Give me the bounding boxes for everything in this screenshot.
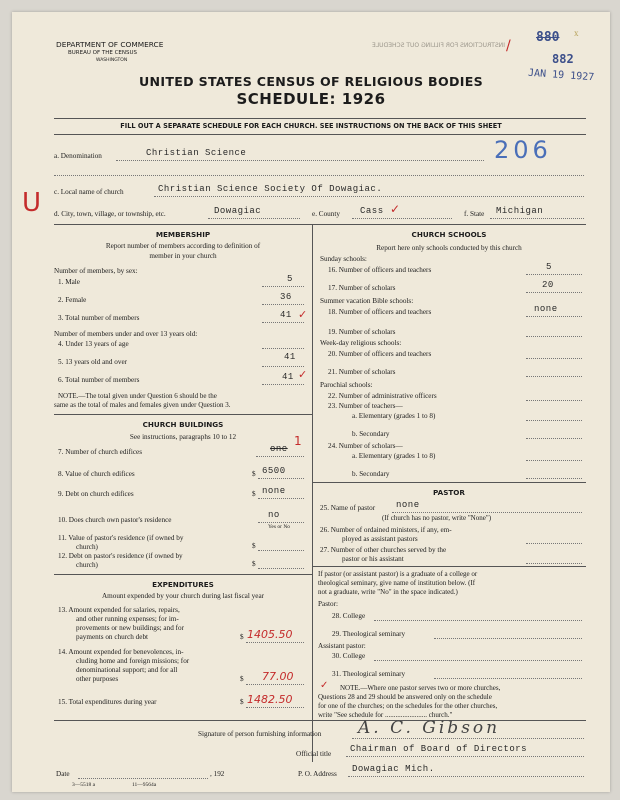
q28-underline [374, 620, 582, 621]
q24b-underline [526, 478, 582, 479]
membership-note-1: NOTE.—The total given under Question 6 should be the [58, 392, 217, 400]
date-label: Date [56, 770, 70, 778]
red-tick-mark: / [506, 38, 511, 54]
q7-underline [256, 456, 304, 457]
q11-label-2: church) [76, 543, 98, 551]
q17-underline [526, 292, 582, 293]
signature-label: Signature of person furnishing information [198, 730, 322, 738]
q4-underline [262, 348, 304, 349]
q16-underline [526, 274, 582, 275]
q8-underline [258, 478, 304, 479]
schools-intro: Report here only schools conducted by this church [376, 244, 522, 252]
pastor-note-4: write "See schedule for ........................ church." [318, 711, 453, 719]
state-underline [490, 218, 584, 219]
official-title-label: Official title [296, 750, 332, 758]
membership-heading: MEMBERSHIP [155, 230, 211, 239]
q12-dollar: $ [252, 560, 256, 568]
city-value[interactable]: Dowagiac [214, 206, 262, 216]
q6-value[interactable]: 41 [282, 372, 294, 382]
census-schedule-form [12, 12, 610, 792]
form-title: UNITED STATES CENSUS OF RELIGIOUS BODIES [139, 74, 483, 89]
membership-intro-1: Report number of members according to definition of [105, 242, 261, 250]
q15-value[interactable]: 1482.50 [247, 693, 293, 706]
church-name-underline [154, 196, 584, 197]
q14-underline [246, 684, 304, 685]
x-mark: x [574, 28, 579, 38]
q9-label: 9. Debt on church edifices [58, 490, 134, 498]
buildings-heading: CHURCH BUILDINGS [142, 420, 224, 429]
q14-value[interactable]: 77.00 [262, 670, 294, 683]
q30-label: 30. College [332, 652, 366, 660]
q22-underline [526, 400, 582, 401]
q25-value[interactable]: none [396, 500, 420, 510]
q13-label-1: 13. Amount expended for salaries, repairs, [58, 606, 180, 614]
parochial-label: Parochial schools: [320, 381, 373, 389]
q12-underline [258, 568, 304, 569]
q22-label: 22. Number of administrative officers [328, 392, 437, 400]
q15-label: 15. Total expenditures during year [58, 698, 157, 706]
q10-label: 10. Does church own pastor's residence [58, 516, 172, 524]
q30-underline [374, 660, 582, 661]
form-number: 3—5518 a [72, 782, 96, 788]
header-rule-bottom [54, 134, 586, 135]
church-name-value[interactable]: Christian Science Society Of Dowagiac. [158, 184, 383, 194]
pastor-note-2: Questions 28 and 29 should be answered only on the schedule [318, 693, 492, 701]
q23b-label: b. Secondary [352, 430, 390, 438]
q23a-underline [526, 420, 582, 421]
q6-underline [262, 384, 304, 385]
county-check: ✓ [390, 202, 401, 216]
stamp-number-old: 880 [536, 30, 560, 45]
q1-underline [262, 286, 304, 287]
bleedthrough-text: INSTRUCTIONS FOR FILLING OUT SCHEDULE [372, 42, 505, 49]
state-value[interactable]: Michigan [496, 206, 544, 216]
signature-underline [352, 738, 584, 739]
q31-underline [434, 678, 582, 679]
denomination-underline [116, 160, 484, 161]
form-number-2: 11—9564a [132, 782, 157, 788]
q17-label: 17. Number of scholars [328, 284, 396, 292]
county-underline [352, 218, 452, 219]
q16-label: 16. Number of officers and teachers [328, 266, 432, 274]
buildings-see: See instructions, paragraphs 10 to 12 [129, 433, 237, 441]
q21-underline [526, 376, 582, 377]
q8-dollar: $ [252, 470, 256, 478]
official-title-value[interactable]: Chairman of Board of Directors [350, 744, 528, 754]
q14-label-4: other purposes [76, 675, 119, 683]
q24-label: 24. Number of scholars— [328, 442, 403, 450]
q13-label-3: provements or new buildings; and for [76, 624, 184, 632]
q8-value[interactable]: 6500 [262, 466, 286, 476]
pastor-note-1: NOTE.—Where one pastor serves two or more churches, [340, 684, 501, 692]
q12-label-2: church) [76, 561, 98, 569]
denomination-value[interactable]: Christian Science [146, 148, 247, 158]
city-label: WASHINGTON [96, 58, 128, 63]
address-label: P. O. Address [298, 770, 337, 778]
q31-label: 31. Theological seminary [332, 670, 406, 678]
q6-label: 6. Total number of members [58, 376, 140, 384]
grid-top-rule [54, 224, 586, 225]
q13-dollar: $ [240, 633, 244, 641]
denomination-label: a. Denomination [54, 152, 102, 160]
q2-label: 2. Female [58, 296, 87, 304]
q9-dollar: $ [252, 490, 256, 498]
instruction-line: FILL OUT A SEPARATE SCHEDULE FOR EACH CHURCH. SEE INSTRUCTIONS ON THE BACK OF THIS SHEET [120, 122, 502, 130]
q25-note: (If church has no pastor, write "None") [382, 514, 492, 522]
date-stamp: JAN 19 1927 [527, 67, 595, 84]
county-label: e. County [312, 210, 340, 218]
q5-label: 5. 13 years old and over [58, 358, 128, 366]
q25-label: 25. Name of pastor [320, 504, 376, 512]
assistant-sub-label: Assistant pastor: [318, 642, 366, 650]
q21-label: 21. Number of scholars [328, 368, 396, 376]
q24b-label: b. Secondary [352, 470, 390, 478]
q2-value[interactable]: 36 [280, 292, 292, 302]
q18-value[interactable]: none [534, 304, 558, 314]
q11-label-1: 11. Value of pastor's residence (if owned by [58, 534, 184, 542]
signature-rule [54, 720, 586, 721]
q13-value[interactable]: 1405.50 [247, 628, 293, 641]
membership-note-2: same as the total of males and females given under Question 3. [54, 401, 231, 409]
q20-label: 20. Number of officers and teachers [328, 350, 432, 358]
q5-value[interactable]: 41 [284, 352, 296, 362]
bureau-label: BUREAU OF THE CENSUS [68, 50, 138, 56]
q27-label-1: 27. Number of other churches served by the [320, 546, 447, 554]
q20-underline [526, 358, 582, 359]
q14-label-3: denominational support; and for all [76, 666, 178, 674]
q3-label: 3. Total number of members [58, 314, 140, 322]
q7-value[interactable]: one [270, 444, 288, 454]
q19-label: 19. Number of scholars [328, 328, 396, 336]
q10-underline [258, 522, 304, 523]
q29-label: 29. Theological seminary [332, 630, 406, 638]
official-title-underline [346, 756, 584, 757]
pastor-rule [312, 482, 586, 483]
q6-check: ✓ [298, 368, 308, 381]
pastor-note-3: for one of the churches; on the schedules for the other churches, [318, 702, 498, 710]
q26-label-2: ployed as assistant pastors [342, 535, 418, 543]
q1-value[interactable]: 5 [287, 274, 293, 284]
schedule-title: SCHEDULE: 1926 [236, 90, 386, 108]
q10-value[interactable]: no [268, 510, 280, 520]
pastor-sub-label: Pastor: [318, 600, 338, 608]
blue-handwritten-number: 206 [494, 136, 552, 164]
pastor-note-check: ✓ [320, 680, 329, 691]
state-label: f. State [464, 210, 485, 218]
by-sex-label: Number of members, by sex: [54, 267, 138, 275]
q18-label: 18. Number of officers and teachers [328, 308, 432, 316]
q23-label: 23. Number of teachers— [328, 402, 403, 410]
q10-note: Yes or No [268, 524, 291, 530]
q26-underline [526, 543, 582, 544]
q13-label-2: and other running expenses; for im- [76, 615, 179, 623]
red-u-mark: U [22, 188, 42, 218]
sunday-label: Sunday schools: [320, 255, 367, 263]
q9-value[interactable]: none [262, 486, 286, 496]
q8-label: 8. Value of church edifices [58, 470, 135, 478]
graduate-rule [312, 566, 586, 567]
membership-intro-2: member in your church [149, 252, 217, 260]
schools-heading: CHURCH SCHOOLS [411, 230, 487, 239]
q16-value[interactable]: 5 [546, 262, 552, 272]
q29-underline [434, 638, 582, 639]
graduate-text-1: If pastor (or assistant pastor) is a graduate of a college or [318, 570, 478, 578]
signature-value[interactable]: A. C. Gibson [358, 718, 501, 738]
expenditures-intro: Amount expended by your church during last fiscal year [101, 592, 265, 600]
graduate-text-3: not a graduate, write "No" in the space indicated.) [318, 588, 458, 596]
q5-underline [262, 366, 304, 367]
q14-label-2: cluding home and foreign missions; for [76, 657, 190, 665]
q7-red-one: 1 [294, 434, 302, 448]
q11-dollar: $ [252, 542, 256, 550]
expenditures-heading: EXPENDITURES [152, 580, 214, 589]
q28-label: 28. College [332, 612, 366, 620]
q13-underline [246, 642, 304, 643]
q3-check: ✓ [298, 308, 308, 321]
graduate-text-2: theological seminary, give name of institution below. (If [318, 579, 476, 587]
q14-label-1: 14. Amount expended for benevolences, in- [58, 648, 184, 656]
q15-dollar: $ [240, 698, 244, 706]
expenditures-rule [54, 574, 312, 575]
q23b-underline [526, 438, 582, 439]
county-value[interactable]: Cass [360, 206, 384, 216]
buildings-rule [54, 414, 312, 415]
q18-underline [526, 316, 582, 317]
weekday-label: Week-day religious schools: [320, 339, 402, 347]
city-label-field: d. City, town, village, or township, etc. [54, 210, 166, 218]
q25-underline [392, 512, 582, 513]
q13-label-4: payments on church debt [76, 633, 149, 641]
date-underline [78, 778, 208, 779]
q15-underline [246, 707, 304, 708]
department-label: DEPARTMENT OF COMMERCE [56, 40, 164, 49]
q1-label: 1. Male [58, 278, 80, 286]
q19-underline [526, 336, 582, 337]
address-value[interactable]: Dowagiac Mich. [352, 764, 435, 774]
church-name-label: c. Local name of church [54, 188, 124, 196]
q17-value[interactable]: 20 [542, 280, 554, 290]
q7-label: 7. Number of church edifices [58, 448, 143, 456]
q27-underline [526, 563, 582, 564]
blank-line [54, 175, 584, 176]
city-underline [208, 218, 300, 219]
stamp-number: 882 [552, 52, 574, 66]
vacation-label: Summer vacation Bible schools: [320, 297, 414, 305]
date-year: , 192 [210, 770, 225, 778]
age-intro: Number of members under and over 13 years old: [54, 330, 198, 338]
q12-label-1: 12. Debt on pastor's residence (if owned by [58, 552, 183, 560]
q2-underline [262, 304, 304, 305]
q3-underline [262, 322, 304, 323]
q4-label: 4. Under 13 years of age [58, 340, 129, 348]
address-underline [348, 776, 584, 777]
pastor-heading: PASTOR [433, 488, 465, 497]
q24a-label: a. Elementary (grades 1 to 8) [352, 452, 436, 460]
q24a-underline [526, 460, 582, 461]
q11-underline [258, 550, 304, 551]
q3-value[interactable]: 41 [280, 310, 292, 320]
q26-label-1: 26. Number of ordained ministers, if any, em- [320, 526, 452, 534]
q23a-label: a. Elementary (grades 1 to 8) [352, 412, 436, 420]
header-rule-top [54, 118, 586, 119]
q27-label-2: pastor or his assistant [342, 555, 404, 563]
q9-underline [258, 498, 304, 499]
q14-dollar: $ [240, 675, 244, 683]
